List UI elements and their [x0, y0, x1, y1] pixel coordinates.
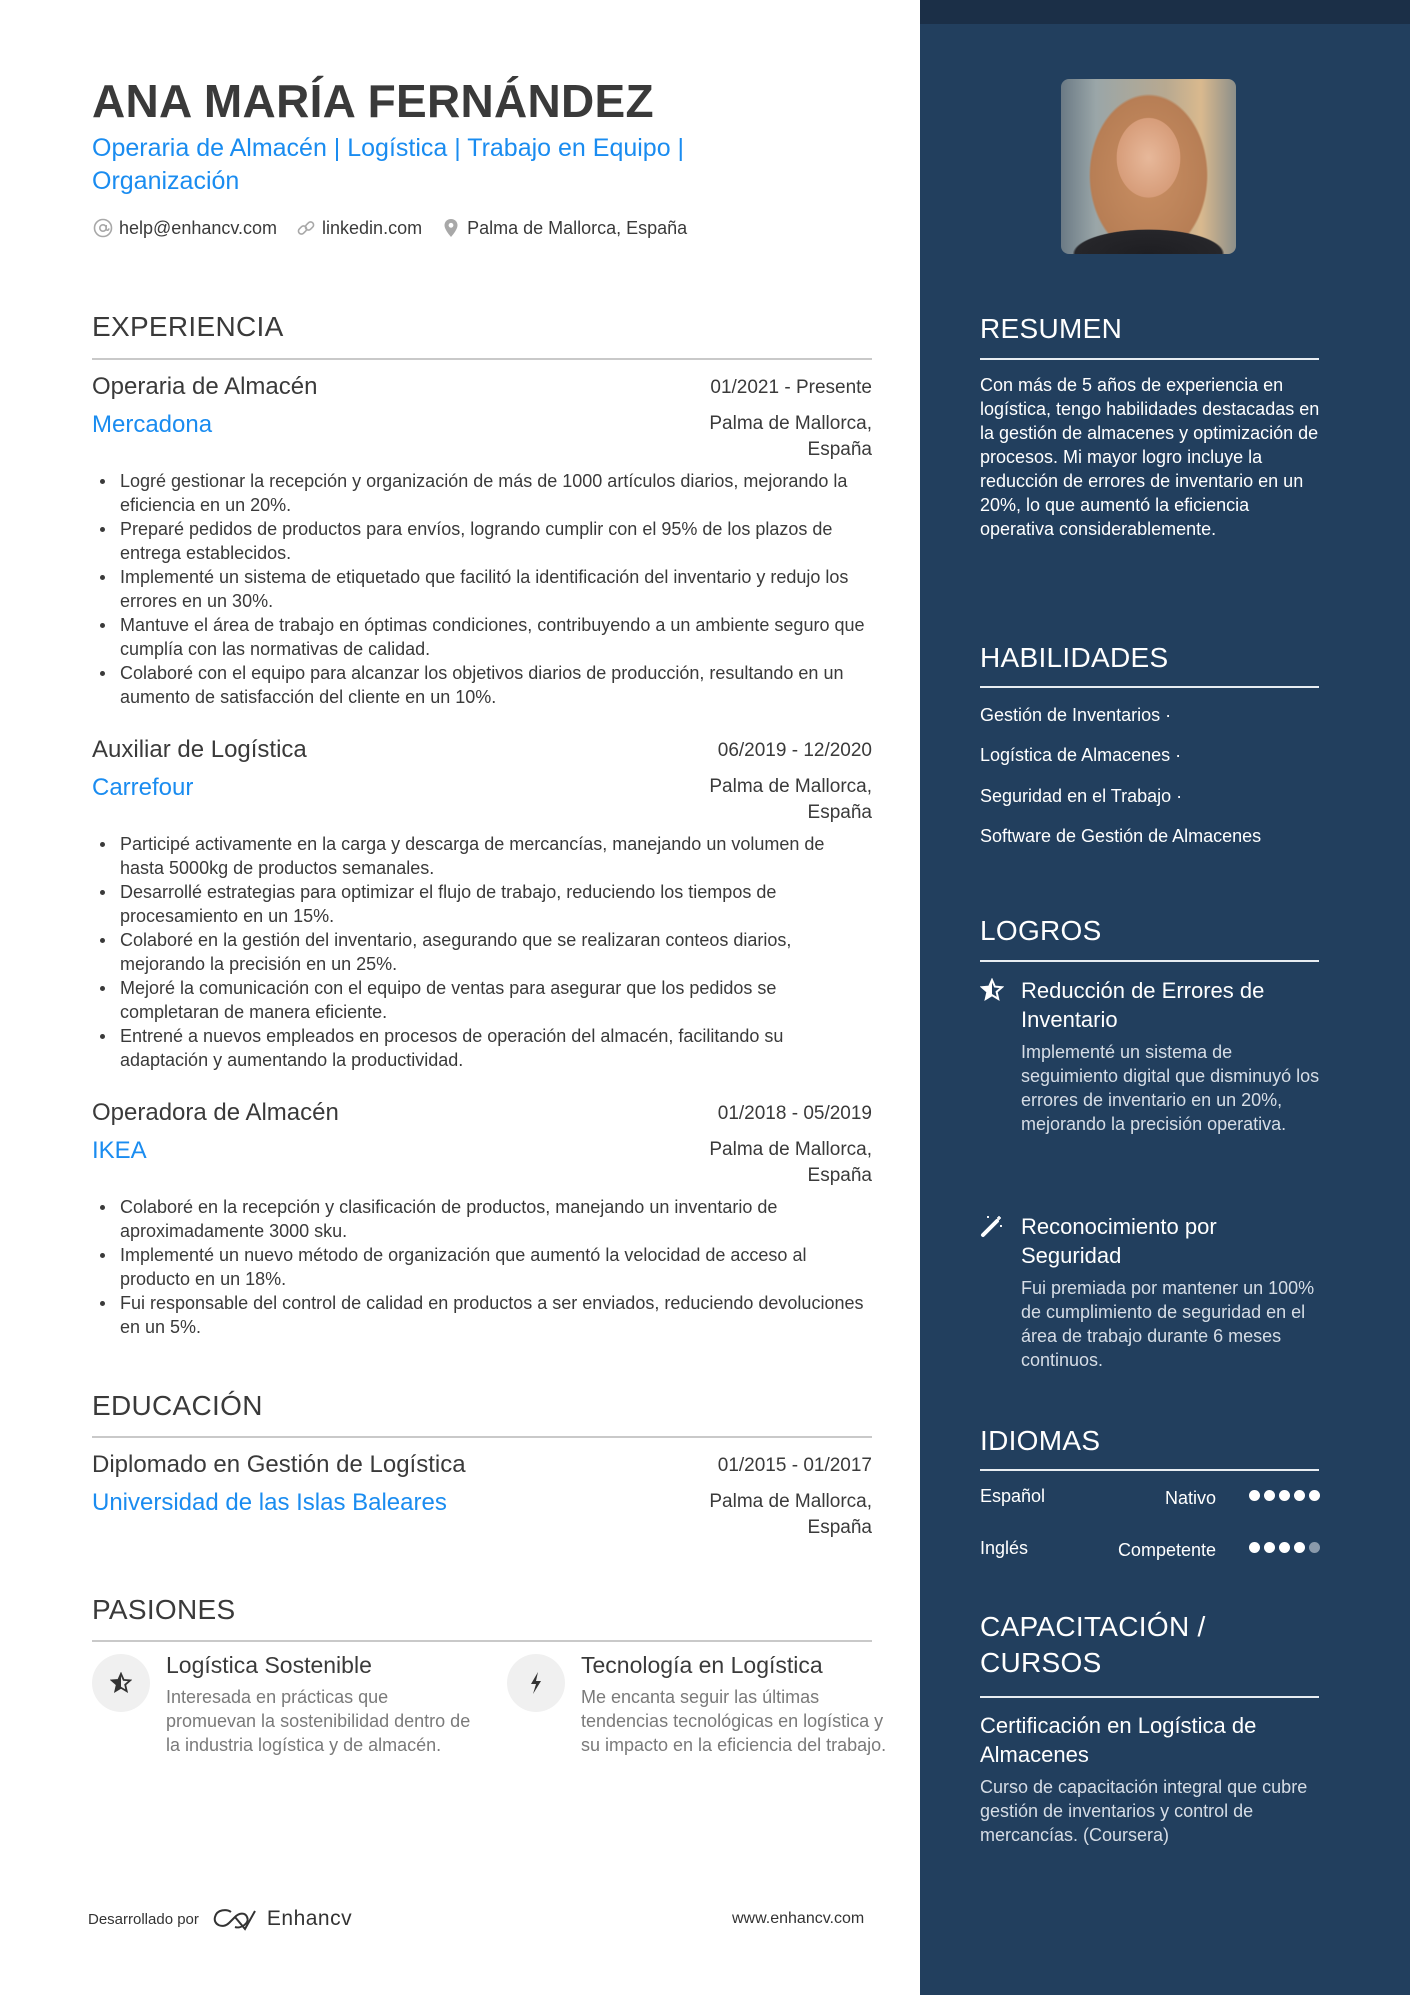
experience-entry [92, 736, 872, 1072]
language-name: Español [980, 1486, 1046, 1506]
passion-description: Me encanta seguir las últimas tendencias tecnológicas en logística y su impacto en la eficiencia del trabajo. [581, 1687, 887, 1755]
section-title-languages: IDIOMAS [980, 1425, 1101, 1456]
contact-bar [92, 217, 705, 239]
star-half-icon [92, 1654, 150, 1712]
passion-description: Interesada en prácticas que promuevan la sostenibilidad dentro de la industria logística y de almacén. [166, 1687, 471, 1755]
achievement-title: Reconocimiento por Seguridad [1021, 1214, 1217, 1268]
job-location: Palma de Mallorca, España [709, 413, 872, 460]
experience-entry [92, 1099, 872, 1339]
section-title-summary: RESUMEN [980, 313, 1123, 344]
language-level: Nativo [1164, 1488, 1216, 1508]
linkedin-text: linkedin.com [322, 217, 423, 238]
course-title: Certificación en Logística de Almacenes [980, 1713, 1257, 1767]
experience-entry [92, 373, 872, 709]
proficiency-dots [1245, 1490, 1320, 1501]
course-description: Curso de capacitación integral que cubre gestión de inventarios y control de mercancías. (Coursera) [980, 1777, 1308, 1845]
section-divider [92, 1640, 872, 1642]
language-item [980, 1486, 1320, 1516]
enhancv-logo-icon [211, 1907, 259, 1931]
job-location: Palma de Mallorca, España [709, 776, 872, 823]
skill-item: Logística de Almacenes · [980, 745, 1182, 765]
contact-linkedin[interactable] [295, 217, 422, 239]
job-dates: 06/2019 - 12/2020 [717, 740, 872, 761]
job-title: Auxiliar de Logística [92, 736, 307, 763]
job-title: Operaria de Almacén [92, 373, 318, 400]
skill-item: Seguridad en el Trabajo · [980, 786, 1183, 806]
job-dates: 01/2018 - 05/2019 [717, 1103, 872, 1124]
passion-item [507, 1654, 887, 1757]
bullet-item: Mantuve el área de trabajo en óptimas condiciones, contribuyendo a un ambiente seguro que cumplía con las normativas de calidad. [92, 613, 872, 661]
passion-item [92, 1654, 472, 1757]
degree-title: Diplomado en Gestión de Logística [92, 1451, 466, 1478]
section-title-education: EDUCACIÓN [92, 1390, 263, 1421]
achievement-item [980, 1212, 1320, 1372]
achievement-title: Reducción de Errores de Inventario [1021, 978, 1265, 1032]
dot-filled [1249, 1490, 1260, 1501]
candidate-name: ANA MARÍA FERNÁNDEZ [92, 75, 654, 127]
proficiency-dots [1245, 1542, 1320, 1553]
education-location: Palma de Mallorca, España [709, 1491, 872, 1538]
dot-filled [1279, 1490, 1290, 1501]
dot-empty [1309, 1542, 1320, 1553]
summary-text: Con más de 5 años de experiencia en logística, tengo habilidades destacadas en la gestión de almacenes y optimización de procesos. Mi mayor logro incluye la reducción de errores de inventario en un 20%, lo que aumentó la eficiencia operativa considerablemente. [980, 375, 1320, 539]
link-icon [295, 217, 317, 239]
section-title-experience: EXPERIENCIA [92, 311, 284, 342]
bullet-item: Participé activamente en la carga y descarga de mercancías, manejando un volumen de hasta 5000kg de productos semanales. [92, 832, 872, 880]
section-divider [980, 960, 1319, 962]
job-bullets [92, 469, 872, 709]
job-bullets [92, 832, 872, 1072]
location-text: Palma de Mallorca, España [467, 217, 688, 238]
passion-title: Tecnología en Logística [581, 1652, 823, 1678]
company-name[interactable]: Carrefour [92, 774, 194, 801]
achievement-item [980, 976, 1320, 1136]
bullet-item: Logré gestionar la recepción y organización de más de 1000 artículos diarios, mejorando la eficiencia en un 20%. [92, 469, 872, 517]
bullet-item: Implementé un sistema de etiquetado que facilitó la identificación del inventario y redujo los errores en un 30%. [92, 565, 872, 613]
email-text: help@enhancv.com [119, 217, 278, 238]
job-bullets [92, 1195, 872, 1339]
section-divider [92, 358, 872, 360]
language-level: Competente [1117, 1540, 1216, 1560]
skill-item: Software de Gestión de Almacenes [980, 826, 1262, 846]
profile-photo [1061, 79, 1236, 254]
education-dates: 01/2015 - 01/2017 [717, 1455, 872, 1476]
bullet-item: Colaboré en la gestión del inventario, asegurando que se realizaran conteos diarios, mejorando la precisión en un 25%. [92, 928, 872, 976]
sidebar-top-bar [920, 0, 1410, 24]
skill-item: Gestión de Inventarios · [980, 705, 1172, 725]
bullet-item: Fui responsable del control de calidad en productos a ser enviados, reduciendo devoluciones en un 5%. [92, 1291, 872, 1339]
dot-filled [1249, 1542, 1260, 1553]
language-name: Inglés [980, 1538, 1029, 1558]
school-name[interactable]: Universidad de las Islas Baleares [92, 1489, 447, 1516]
job-location: Palma de Mallorca, España [709, 1139, 872, 1186]
section-divider [980, 686, 1319, 688]
section-title-passions: PASIONES [92, 1594, 236, 1625]
company-name[interactable]: Mercadona [92, 411, 213, 438]
bullet-item: Preparé pedidos de productos para envíos, logrando cumplir con el 95% de los plazos de entrega establecidos. [92, 517, 872, 565]
company-name[interactable]: IKEA [92, 1137, 147, 1164]
bullet-item: Mejoré la comunicación con el equipo de ventas para asegurar que los pedidos se completaran de manera eficiente. [92, 976, 872, 1024]
section-title-courses: CAPACITACIÓN / CURSOS [980, 1611, 1206, 1678]
section-divider [980, 1469, 1319, 1471]
bullet-item: Colaboré en la recepción y clasificación de productos, manejando un inventario de aproximadamente 3000 sku. [92, 1195, 872, 1243]
star-half-icon [980, 976, 1010, 1136]
headline: Operaria de Almacén | Logística | Trabajo en Equipo | Organización [92, 134, 685, 195]
dot-filled [1294, 1490, 1305, 1501]
job-dates: 01/2021 - Presente [710, 377, 872, 398]
sidebar [920, 0, 1410, 1995]
brand-name: Enhancv [266, 1907, 353, 1930]
at-icon [92, 217, 114, 239]
dot-filled [1264, 1542, 1275, 1553]
powered-by-label: Desarrollado por [88, 1910, 199, 1928]
language-item [980, 1538, 1320, 1568]
bullet-item: Implementé un nuevo método de organización que aumentó la velocidad de acceso al producto en un 18%. [92, 1243, 872, 1291]
footer-branding [88, 1907, 352, 1931]
achievement-description: Fui premiada por mantener un 100% de cumplimiento de seguridad en el área de trabajo durante 6 meses continuos. [1021, 1278, 1315, 1370]
magic-wand-icon [980, 1212, 1010, 1372]
achievement-description: Implementé un sistema de seguimiento digital que disminuyó los errores de inventario en un 20%, mejorando la precisión operativa. [1021, 1042, 1320, 1134]
bullet-item: Entrené a nuevos empleados en procesos de operación del almacén, facilitando su adaptación y aumentando la productividad. [92, 1024, 872, 1072]
lightning-icon [507, 1654, 565, 1712]
section-divider [92, 1436, 872, 1438]
passion-title: Logística Sostenible [166, 1652, 372, 1678]
contact-email[interactable] [92, 217, 277, 239]
footer-website[interactable]: www.enhancv.com [732, 1910, 865, 1927]
section-title-achievements: LOGROS [980, 915, 1102, 946]
photo-detail [1061, 214, 1236, 254]
dot-filled [1264, 1490, 1275, 1501]
dot-filled [1279, 1542, 1290, 1553]
location-pin-icon [440, 217, 462, 239]
contact-location [440, 217, 687, 239]
bullet-item: Desarrollé estrategias para optimizar el flujo de trabajo, reduciendo los tiempos de procesamiento en un 15%. [92, 880, 872, 928]
section-divider [980, 1696, 1319, 1698]
section-title-skills: HABILIDADES [980, 642, 1169, 673]
section-divider [980, 358, 1319, 360]
bullet-item: Colaboré con el equipo para alcanzar los objetivos diarios de producción, resultando en un aumento de satisfacción del cliente en un 10%. [92, 661, 872, 709]
dot-filled [1309, 1490, 1320, 1501]
education-entry [92, 1451, 872, 1541]
job-title: Operadora de Almacén [92, 1099, 339, 1126]
dot-filled [1294, 1542, 1305, 1553]
